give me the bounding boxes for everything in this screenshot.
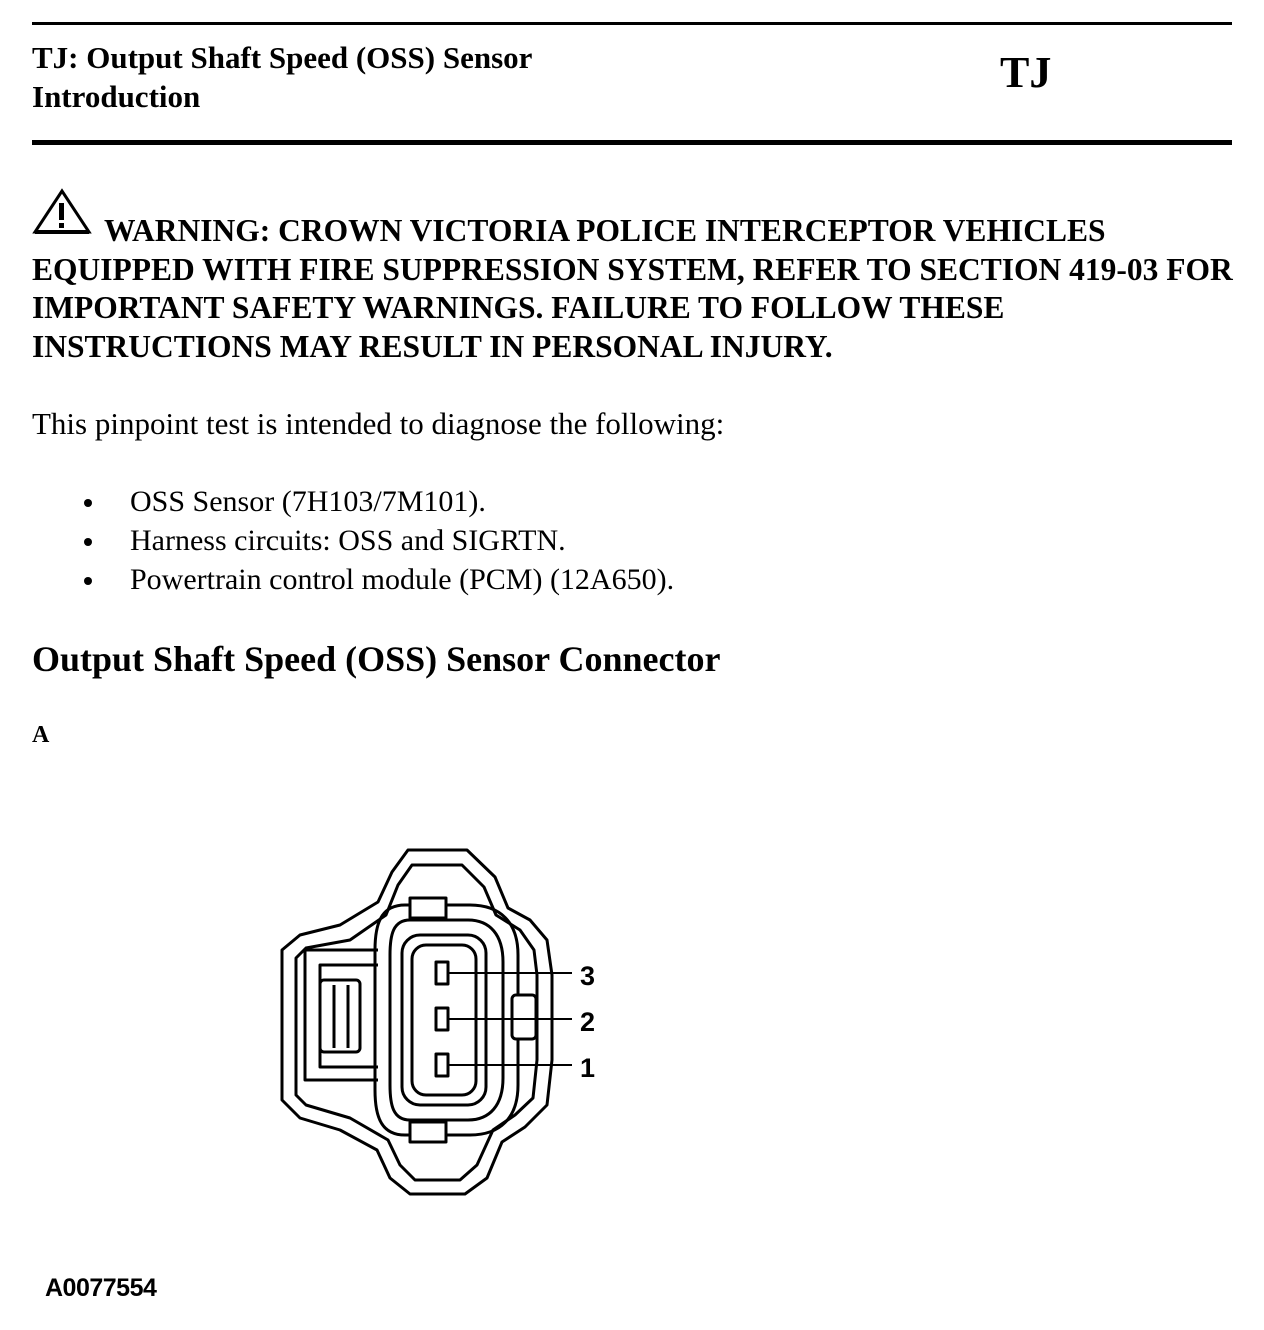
warning-text: WARNING: CROWN VICTORIA POLICE INTERCEPTOR VEHICLES EQUIPPED WITH FIRE SUPPRESSION SYSTEM, REFER TO SECTION 419-03 FOR IMPORTANT SAFETY WARNINGS. FAILURE TO FOLLOW THESE INSTRUCTIONS MAY RESULT IN PERSONAL INJURY. bbox=[32, 213, 1233, 364]
pin-label-1: 1 bbox=[580, 1053, 596, 1083]
top-rule bbox=[32, 22, 1232, 25]
key-bottom bbox=[410, 1122, 446, 1142]
latch-tab bbox=[320, 980, 360, 1052]
bullet-icon bbox=[84, 577, 92, 585]
warning-triangle-icon bbox=[32, 188, 92, 238]
key-right bbox=[512, 995, 536, 1039]
oss-connector-diagram bbox=[270, 840, 610, 1210]
warning-block bbox=[32, 212, 1237, 366]
title-line-2: Introduction bbox=[32, 79, 201, 114]
diagnosis-list bbox=[32, 482, 674, 599]
list-item-text: Harness circuits: OSS and SIGRTN. bbox=[130, 524, 566, 557]
view-letter: A bbox=[32, 722, 50, 748]
list-item-text: OSS Sensor (7H103/7M101). bbox=[130, 485, 486, 518]
pin-1 bbox=[436, 1054, 448, 1076]
connector-latch-outer bbox=[305, 950, 378, 1080]
list-item bbox=[32, 482, 674, 521]
pin-label-2: 2 bbox=[580, 1007, 596, 1037]
list-item-text: Powertrain control module (PCM) (12A650). bbox=[130, 563, 675, 596]
header-rule bbox=[32, 140, 1232, 145]
pin-3 bbox=[436, 962, 448, 984]
pin-label-3: 3 bbox=[580, 961, 596, 991]
list-item bbox=[32, 521, 674, 560]
pin-2 bbox=[436, 1008, 448, 1030]
figure-id: A0077554 bbox=[45, 1274, 157, 1302]
section-code: TJ bbox=[1000, 48, 1052, 97]
key-top bbox=[410, 898, 446, 918]
title-line-1: TJ: Output Shaft Speed (OSS) Sensor bbox=[32, 40, 533, 75]
section-heading: Output Shaft Speed (OSS) Sensor Connector bbox=[32, 639, 721, 679]
page-title bbox=[32, 38, 532, 116]
bullet-icon bbox=[84, 499, 92, 507]
list-item bbox=[32, 560, 674, 599]
bullet-icon bbox=[84, 538, 92, 546]
intro-text: This pinpoint test is intended to diagnose the following: bbox=[32, 406, 725, 441]
